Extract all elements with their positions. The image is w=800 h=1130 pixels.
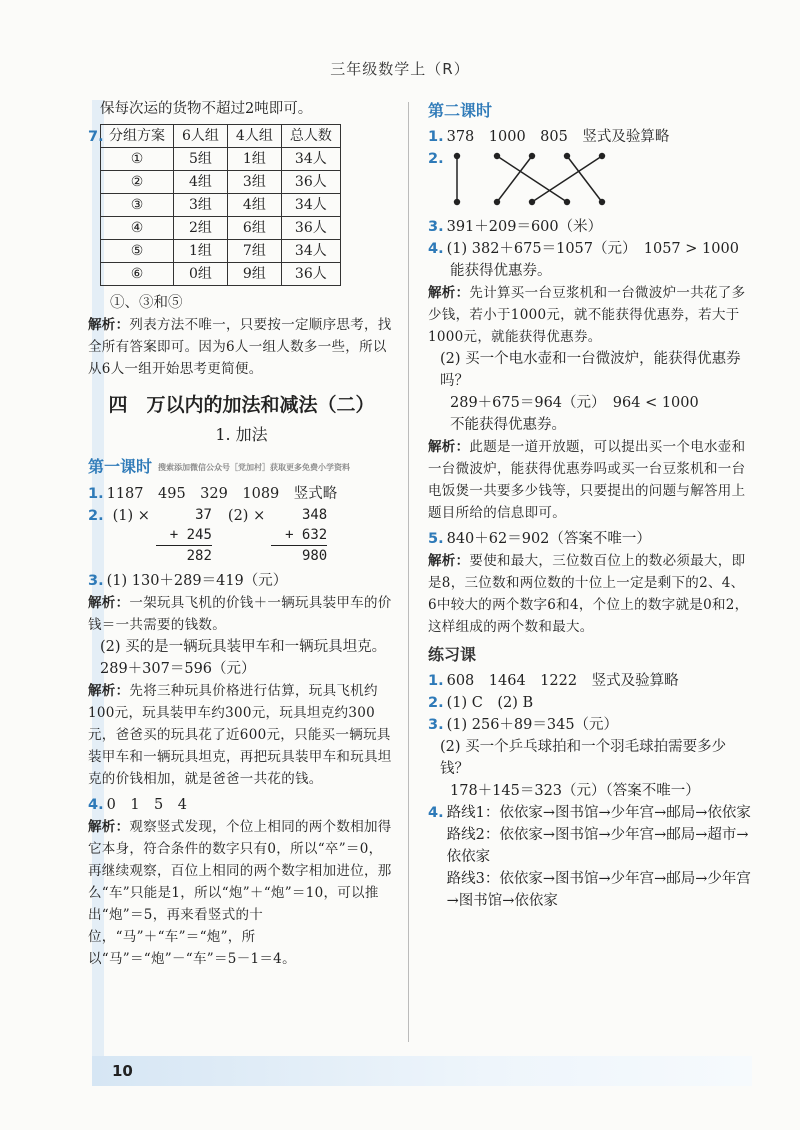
table-row [101, 171, 341, 194]
table-cell: 1组 [174, 240, 228, 263]
table-cell: ③ [101, 194, 174, 217]
table-row [101, 240, 341, 263]
analysis-label: 解析： [428, 553, 470, 569]
table-cell: ① [101, 148, 174, 171]
match-line [532, 156, 602, 202]
q2-part2-label: (2) × [227, 508, 266, 524]
lesson2-q4-2c: 不能获得优惠券。 [450, 417, 566, 433]
analysis-label: 解析： [88, 819, 130, 835]
grouping-table [100, 124, 341, 286]
lesson1-q1 [88, 483, 395, 505]
calc-line: 37 [195, 507, 212, 523]
calc-line: + 632 [271, 525, 327, 546]
table-cell: 4组 [227, 194, 281, 217]
analysis-text: 先将三种玩具价格进行估算，玩具飞机约100元，玩具装甲车约300元，玩具坦克约300元，爸爸买的玩具花了近600元，只能买一辆玩具装甲车和一辆玩具坦克，再把玩具装甲车和玩具坦克的价钱相加，就是爸爸一共花的钱。 [88, 683, 392, 787]
intro-text: 保每次运的货物不超过2吨即可。 [100, 101, 313, 117]
q4-analysis-2 [428, 436, 753, 524]
section-subtitle: 1. 加法 [215, 425, 268, 444]
route-list [447, 802, 753, 912]
q-number: 4. [428, 805, 444, 821]
match-dot [563, 199, 569, 205]
q4-analysis-1 [428, 282, 753, 348]
q-text: (1) 382＋675＝1057（元） 1057 > 1000 [446, 241, 739, 257]
lesson1-q4 [88, 794, 395, 816]
table-cell: 9组 [227, 263, 281, 286]
table-cell: 34人 [281, 148, 340, 171]
analysis-label: 解析： [88, 317, 130, 333]
lesson1-q3-2: (2) 买的是一辆玩具装甲车和一辆玩具坦克。289＋307＝596（元） [100, 639, 387, 677]
q-text: 391＋209＝600（米） [446, 219, 603, 235]
table-row [101, 217, 341, 240]
table-header-cell: 分组方案 [101, 125, 174, 148]
match-dot [598, 153, 604, 159]
lesson2-q4-1 [428, 238, 753, 260]
q-number: 4. [88, 797, 104, 813]
analysis-text: 要使和最大，三位数百位上的数必须最大，即是8，三位数和两位数的十位上一定是剩下的2、4、6中较大的两个数字6和4，个位上的数字就是0和2，这样组成的两个数和最大。 [428, 553, 749, 635]
practice-title: 练习课 [428, 645, 477, 664]
lesson2-title: 第二课时 [428, 101, 493, 120]
q-number: 3. [428, 219, 444, 235]
analysis-text: 一架玩具飞机的价钱＋一辆玩具装甲车的价钱＝一共需要的钱数。 [88, 595, 392, 633]
q7-analysis [88, 314, 395, 380]
match-dot [528, 153, 534, 159]
practice-q3-1 [428, 714, 753, 736]
calc-line: + 245 [156, 525, 212, 546]
q-number: 4. [428, 241, 444, 257]
table-header-row [101, 125, 341, 148]
match-line [497, 156, 532, 202]
watermark-note: 搜索添加微信公众号［党加村］获取更多免费小学资料 [158, 463, 351, 472]
table-cell: 36人 [281, 171, 340, 194]
table-cell: 5组 [174, 148, 228, 171]
analysis-text: 列表方法不唯一，只要按一定顺序思考，找全所有答案即可。因为6人一组人数多一些，所以从6人一组开始思考更简便。 [88, 317, 392, 377]
lesson1-title-text: 第一课时 [88, 457, 153, 476]
lesson1-q3-1 [88, 570, 395, 592]
analysis-label: 解析： [428, 439, 470, 455]
page-header: 三年级数学上（R） [330, 60, 470, 78]
route-2: 路线2：依依家→图书馆→少年宫→邮局→超市→依依家 [446, 827, 749, 865]
lesson2-q3 [428, 216, 753, 238]
lesson2-q1 [428, 126, 753, 148]
analysis-text: 观察竖式发现，个位上相同的两个数相加得它本身，符合条件的数字只有0，所以“卒”＝0，再继续观察，百位上相同的两个数字相加进位，那么“车”只能是1，所以“炮”＋“炮”＝10，可以推出“炮”＝5，再来看竖式的十位，“马”＋“车”＝“炮”，所以“马”＝“炮”－“车”＝5－1＝4。 [88, 819, 392, 967]
match-dot [493, 199, 499, 205]
q3-analysis-2 [88, 680, 395, 790]
analysis-label: 解析： [428, 285, 470, 301]
table-header-cell: 总人数 [281, 125, 340, 148]
q-number: 1. [428, 129, 444, 145]
analysis-text: 先计算买一台豆浆机和一台微波炉一共花了多少钱，若小于1000元，就不能获得优惠券，若大于1000元，就能获得优惠券。 [428, 285, 746, 345]
table-cell: 2组 [174, 217, 228, 240]
table-row [101, 194, 341, 217]
match-dot [493, 153, 499, 159]
footer-band [92, 1056, 752, 1086]
practice-q3-2: (2) 买一个乒乓球拍和一个羽毛球拍需要多少钱？ [440, 739, 727, 777]
calc-result: 980 [301, 548, 328, 564]
table-cell: 34人 [281, 240, 340, 263]
q-number: 2. [428, 151, 444, 167]
table-cell: 36人 [281, 263, 340, 286]
q-text: 1187 495 329 1089 竖式略 [106, 486, 338, 502]
match-line [567, 156, 602, 202]
table-cell: 4组 [174, 171, 228, 194]
table-header-cell: 4人组 [227, 125, 281, 148]
q7-answer: ①、③和⑤ [110, 295, 183, 311]
lesson1-title [88, 456, 395, 479]
table-cell: ⑤ [101, 240, 174, 263]
practice-q2 [428, 692, 753, 714]
lesson1-q2 [88, 505, 395, 566]
practice-q1 [428, 670, 753, 692]
table-cell: 6组 [227, 217, 281, 240]
q-text: 378 1000 805 竖式及验算略 [446, 129, 670, 145]
calc-line: 348 [301, 507, 328, 523]
q5-analysis [428, 550, 753, 638]
table-header-cell: 6人组 [174, 125, 228, 148]
right-column [428, 98, 753, 912]
page-number: 10 [112, 1062, 133, 1080]
lesson2-q4-2a: (2) 买一个电水壶和一台微波炉，能获得优惠券吗？ [440, 351, 741, 389]
q-text: 840＋62＝902（答案不唯一） [446, 531, 651, 547]
match-dot [453, 153, 459, 159]
q-number: 1. [428, 673, 444, 689]
q-number: 2. [88, 508, 104, 524]
match-dot [453, 199, 459, 205]
q-text: (1) 130＋289＝419（元） [106, 573, 288, 589]
left-column [88, 98, 395, 970]
table-cell: 3组 [174, 194, 228, 217]
chapter-title: 四 万以内的加法和减法（二） [108, 394, 375, 416]
question-7 [88, 124, 395, 380]
table-row [101, 263, 341, 286]
analysis-text: 此题是一道开放题，可以提出买一个电水壶和一台微波炉，能获得优惠券吗或买一台豆浆机和一台电饭煲一共要多少钱等，只要提出的问题与解答用上题目所给的信息即可。 [428, 439, 746, 521]
q-text: (1) 256＋89＝345（元） [446, 717, 619, 733]
q3-analysis-1 [88, 592, 395, 636]
match-dot [598, 199, 604, 205]
analysis-label: 解析： [88, 683, 130, 699]
q-number: 5. [428, 531, 444, 547]
table-cell: 0组 [174, 263, 228, 286]
table-row [101, 148, 341, 171]
q2-part1-label: (1) × [112, 508, 150, 524]
table-cell: 7组 [227, 240, 281, 263]
q-number: 3. [88, 573, 104, 589]
table-cell: 3组 [227, 171, 281, 194]
lesson2-q4-1b: 能获得优惠券。 [450, 263, 552, 279]
table-cell: ④ [101, 217, 174, 240]
q-number: 1. [88, 486, 104, 502]
analysis-label: 解析： [88, 595, 130, 611]
match-dot [563, 153, 569, 159]
match-line [497, 156, 567, 202]
table-cell: ② [101, 171, 174, 194]
column-divider [408, 102, 409, 1042]
match-dot [528, 199, 534, 205]
q-number: 3. [428, 717, 444, 733]
practice-q4 [428, 802, 753, 912]
table-cell: 36人 [281, 217, 340, 240]
q7-number: 7. [88, 129, 104, 145]
vertical-calc-1 [156, 505, 212, 566]
route-1: 路线1：依依家→图书馆→少年宫→邮局→依依家 [446, 805, 751, 821]
q-text: 0 1 5 4 [106, 797, 188, 813]
vertical-calc-2 [271, 505, 327, 566]
lesson2-q4-2b: 289＋675＝964（元） 964 < 1000 [450, 395, 699, 411]
q4-analysis [88, 816, 395, 970]
practice-q3-3: 178＋145＝323（元）（答案不唯一） [450, 783, 700, 799]
q-text: (1) C (2) B [446, 695, 534, 711]
table-cell: 1组 [227, 148, 281, 171]
q-text: 608 1464 1222 竖式及验算略 [446, 673, 679, 689]
matching-diagram [449, 148, 619, 212]
route-3: 路线3：依依家→图书馆→少年宫→邮局→少年宫→图书馆→依依家 [446, 871, 751, 909]
lesson2-q2 [428, 148, 753, 212]
calc-result: 282 [186, 548, 212, 564]
lesson2-q5 [428, 528, 753, 550]
table-cell: ⑥ [101, 263, 174, 286]
q-number: 2. [428, 695, 444, 711]
table-cell: 34人 [281, 194, 340, 217]
